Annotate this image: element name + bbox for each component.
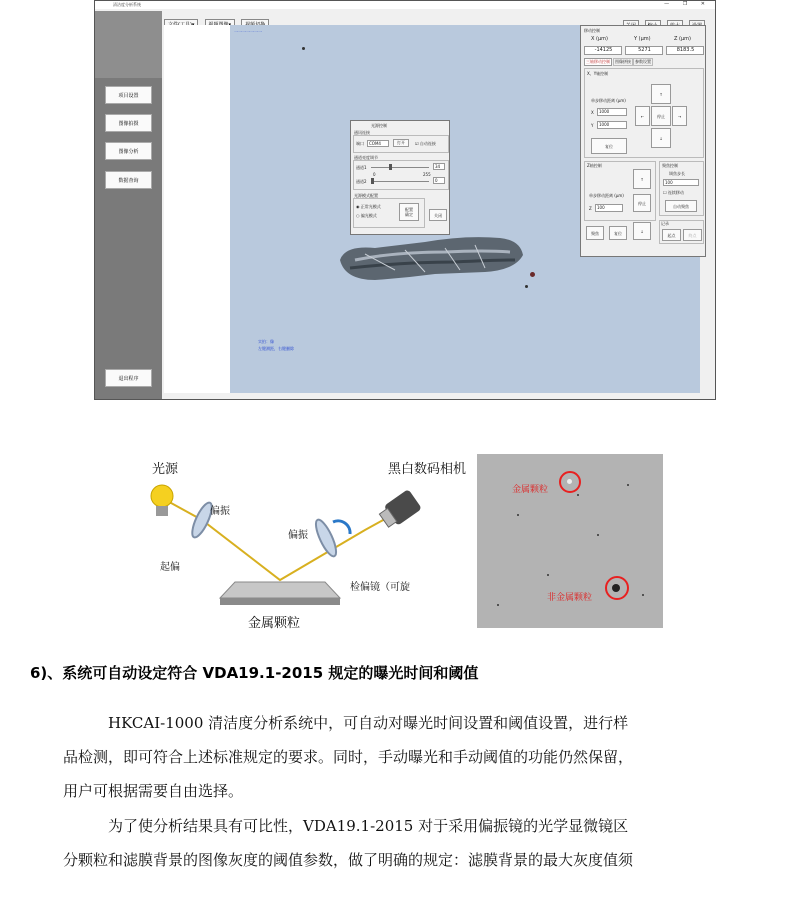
light-control-dialog [350, 120, 450, 235]
ch1-label: 通道1 [356, 165, 367, 170]
ch2-slider-thumb[interactable] [371, 178, 374, 184]
section-heading: 6)、系统可自动设定符合 VDA19.1-2015 规定的曝光时间和阈值 [30, 664, 479, 682]
file-list-panel[interactable] [164, 25, 230, 393]
data-query-button[interactable]: 数据查询 [105, 171, 152, 189]
paragraph-1-line-2: 品检测，即可符合上述标准规定的要求。同时，手动曝光和手动阈值的功能仍然保留， [63, 748, 634, 766]
speck [547, 574, 549, 576]
x-step-label: X [591, 110, 594, 115]
close-dialog-button[interactable]: 关闭 [429, 209, 447, 221]
y-header: Y (μm) [634, 36, 651, 42]
tab-stitching[interactable]: 图像拼接 [615, 59, 631, 64]
y-step-label: Y [591, 123, 594, 128]
z-step-input[interactable]: 100 [595, 204, 623, 212]
open-port-button[interactable]: 打开 [393, 139, 409, 147]
xy-group-label: X、Y轴控制 [587, 71, 609, 76]
end-point-button[interactable]: 终点 [683, 229, 702, 241]
scale-label: 一一一一一一一 [234, 29, 262, 34]
move-down-button[interactable] [651, 128, 671, 148]
speck [302, 47, 305, 50]
mode-group-label: 光源模式配置 [354, 193, 378, 198]
ch2-value-input[interactable]: 0 [433, 177, 445, 184]
ch2-label: 通道2 [356, 179, 367, 184]
speck [597, 534, 599, 536]
ch1-slider-thumb[interactable] [389, 164, 392, 170]
speck [627, 484, 629, 486]
z-header: Z (μm) [674, 36, 691, 42]
scale-min: 0 [373, 172, 376, 177]
metal-particle-image [335, 230, 525, 285]
auto-connect-label: 自动连接 [419, 141, 436, 146]
autofocus-button[interactable]: 自动聚焦 [665, 200, 697, 212]
light-source-label: 光源 [152, 462, 179, 477]
paragraph-2-line-2: 分颗粒和滤膜背景的图像灰度的阈值参数，做了明确的规定：滤膜背景的最大灰度值须 [63, 851, 634, 869]
move-left-button[interactable] [635, 106, 650, 126]
measure-label-2: 左键测距，右键删除 [258, 346, 294, 351]
metal-particle-tag: 金属颗粒 [512, 485, 549, 495]
menu-bar [164, 11, 270, 23]
nonmetal-particle-dot [612, 584, 620, 592]
z-label: Z [589, 206, 592, 211]
port-label: 端口 [356, 141, 364, 146]
polarizer-start-label: 起偏 [160, 562, 180, 573]
continuous-label: 连续移动 [667, 190, 684, 195]
arrow-down-icon: ↓ [659, 136, 663, 141]
exit-button[interactable]: 退出程序 [105, 369, 152, 387]
arrow-down-icon: ↓ [640, 229, 644, 234]
focus-button[interactable]: 聚焦 [586, 226, 604, 240]
y-coord-display: 5271 [625, 46, 663, 55]
z-down-button[interactable] [633, 222, 651, 240]
paragraph-2-line-1: 为了使分析结果具有可比性，VDA19.1-2015 对于采用偏振镜的光学显微镜区 [108, 817, 629, 835]
z-reset-button[interactable]: 复位 [609, 226, 627, 240]
ch2-slider[interactable] [371, 181, 429, 182]
camera-label: 黑白数码相机 [388, 462, 467, 477]
tab-params[interactable]: 参数设置 [635, 59, 651, 64]
window-title: 清洁度分析系统 [113, 2, 141, 7]
speck [530, 272, 535, 277]
arrow-up-icon: ↑ [640, 177, 644, 182]
panel-title: 移动控制 [584, 28, 600, 33]
record-group-label: 记录 [661, 221, 669, 226]
polarizer-1-label: 偏振 [210, 506, 230, 517]
metal-particle-label: 金属颗粒 [248, 616, 301, 631]
nonmetal-particle-tag: 非金属颗粒 [547, 593, 593, 603]
motion-control-panel [580, 25, 706, 257]
tab-three-axis[interactable]: 三轴移动控制 [586, 59, 610, 64]
xy-reset-button[interactable]: 复位 [591, 138, 627, 154]
ch1-slider[interactable] [371, 167, 429, 168]
speck [577, 494, 579, 496]
left-sidebar [95, 11, 162, 399]
x-step-input[interactable]: 1000 [597, 108, 627, 116]
x-header: X (μm) [591, 36, 608, 42]
metal-particle-dot [567, 479, 572, 484]
focus-step-input[interactable]: 100 [663, 179, 699, 186]
arrow-left-icon: ← [640, 114, 645, 119]
paragraph-1-line-3: 用户可根据需要自由选择。 [63, 782, 244, 800]
speck [525, 285, 528, 288]
ch1-value-input[interactable]: 34 [433, 163, 445, 170]
polarizer-2-label: 偏振 [288, 530, 308, 541]
z-step-label: 单步移动距离 (μm) [589, 193, 624, 198]
continuous-checkbox[interactable]: ☐ 连续移动 [663, 190, 684, 195]
focus-step-label: 调焦步长 [669, 171, 685, 176]
arrow-right-icon: → [677, 114, 682, 119]
image-analysis-button[interactable]: 图像分析 [105, 142, 152, 160]
z-group-label: Z轴控制 [587, 163, 602, 168]
mode-normal-radio[interactable]: ◉ 正常光模式 [356, 204, 381, 209]
analyzer-label: 检偏镜（可旋 [350, 582, 410, 593]
brightness-group-label: 通道亮度调节 [354, 155, 378, 160]
mode-normal-label: 正常光模式 [360, 204, 381, 209]
polarizer-diagram [140, 450, 470, 640]
autofocus-group-label: 聚焦控制 [662, 163, 678, 168]
z-up-button[interactable] [633, 169, 651, 189]
bw-particle-image [477, 454, 663, 628]
apply-config-button[interactable]: 配置 确定 [399, 203, 419, 221]
arrow-up-icon: ↑ [659, 92, 663, 97]
speck [497, 604, 499, 606]
measure-label-1: 实拍：像 [258, 339, 274, 344]
diagram-drawing [140, 450, 470, 640]
preview-thumbnail [95, 11, 162, 78]
move-up-button[interactable] [651, 84, 671, 104]
window-controls[interactable]: — ❐ ✕ [664, 1, 711, 7]
image-capture-button[interactable]: 图像拍摄 [105, 114, 152, 132]
scale-max: 255 [423, 172, 431, 177]
x-coord-display: -14125 [584, 46, 622, 55]
y-step-input[interactable]: 1000 [597, 121, 627, 129]
speck [517, 514, 519, 516]
port-select[interactable]: COM4 [367, 140, 389, 147]
speck [642, 594, 644, 596]
project-settings-button[interactable]: 项目设置 [105, 86, 152, 104]
mode-polar-radio[interactable]: ○ 偏光模式 [356, 213, 377, 218]
start-point-button[interactable]: 起点 [662, 229, 681, 241]
z-stop-button[interactable]: 停止 [633, 194, 651, 212]
xy-stop-button[interactable]: 停止 [651, 106, 671, 126]
auto-connect-checkbox[interactable]: ☑ 自动连接 [415, 141, 436, 146]
paragraph-1-line-1: HKCAI-1000 清洁度分析系统中，可自动对曝光时间设置和阈值设置，进行样 [108, 714, 629, 732]
move-right-button[interactable] [672, 106, 687, 126]
dialog-title: 光源控制 [371, 123, 387, 128]
app-window [94, 0, 716, 400]
xy-step-label: 单步移动距离 (μm) [591, 98, 626, 103]
title-bar [95, 1, 715, 9]
conn-group-label: 通讯连接 [354, 130, 370, 135]
z-coord-display: 8183.5 [666, 46, 704, 55]
mode-polar-label: 偏光模式 [360, 213, 377, 218]
